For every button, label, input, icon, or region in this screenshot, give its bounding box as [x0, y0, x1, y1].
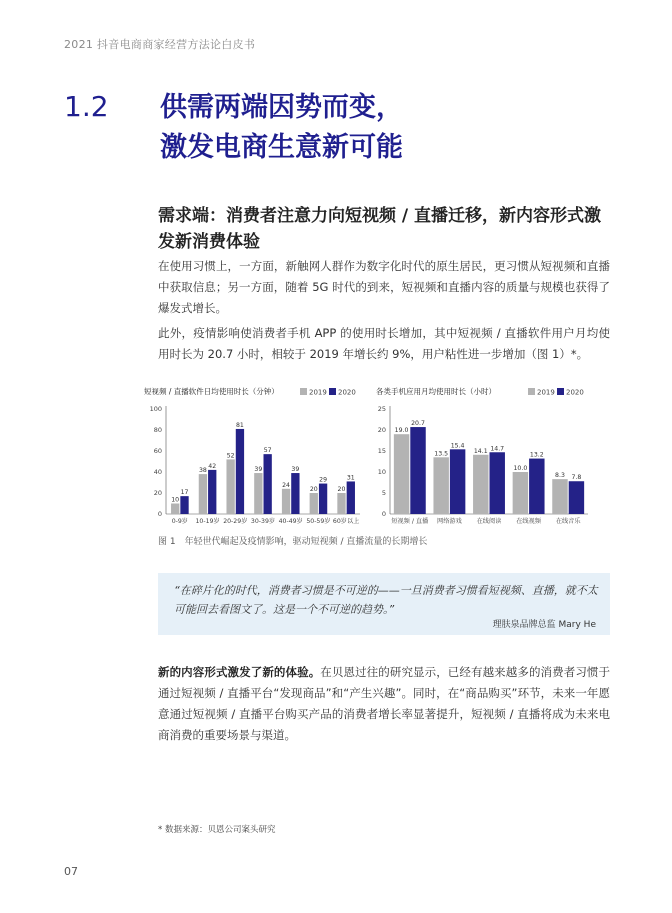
y-tick-label: 80: [153, 426, 162, 435]
legend-swatch-2020: [329, 388, 336, 395]
running-header: 2021 抖音电商商家经营方法论白皮书: [64, 38, 256, 51]
bar-2019: [473, 455, 488, 514]
legend-swatch-2019: [528, 388, 535, 395]
bar-2019: [199, 474, 207, 514]
figure-caption: 图 1 年轻世代崛起及疫情影响，驱动短视频 / 直播流量的长期增长: [158, 537, 428, 547]
chart-monthly-usage-by-app: [372, 384, 590, 532]
bar-2019: [337, 493, 345, 514]
legend-swatch-2020: [557, 388, 564, 395]
bar-2020: [490, 452, 505, 514]
data-label-2019: 20: [309, 486, 318, 493]
bar-2019: [226, 459, 234, 514]
data-label-2020: 14.7: [490, 445, 505, 453]
data-label-2020: 57: [263, 447, 272, 455]
bar-2019: [433, 457, 448, 514]
quote-attribution: 理肤泉品牌总监 Mary He: [492, 620, 596, 630]
section-title-line-2: 激发电商生意新可能: [160, 132, 403, 163]
bar-2020: [410, 427, 425, 514]
x-category-label: 30-39岁: [250, 518, 276, 525]
bar-2019: [552, 479, 567, 514]
data-label-2019: 14.1: [473, 447, 488, 455]
paragraph-pandemic-impact: 此外，疫情影响使消费者手机 APP 的使用时长增加，其中短视频 / 直播软件用户月均使用时长为 20.7 小时，相较于 2019 年增长约 9%，用户粘性进一步增加（图 1）*。: [158, 326, 610, 361]
x-category-label: 50-59岁: [306, 518, 331, 525]
y-tick-label: 100: [149, 405, 162, 414]
bar-2020: [291, 473, 299, 514]
y-tick-label: 0: [381, 510, 386, 519]
y-tick-label: 15: [377, 447, 386, 456]
data-label-2019: 24: [282, 481, 290, 489]
x-category-label: 40-49岁: [278, 518, 303, 525]
subheading: 需求端：消费者注意力向短视频 / 直播迁移，新内容形式激发新消费体验: [158, 206, 602, 252]
section-title-line-1: 供需两端因势而变，: [160, 92, 403, 123]
data-label-2019: 19.0: [394, 427, 409, 435]
chart-daily-usage-svg: [144, 384, 362, 532]
quote-text: “在碎片化的时代，消费者习惯是不可逆的——一旦消费者习惯看短视频、直播，就不太可能回去看图文了。这是一个不可逆的趋势。”: [174, 584, 598, 616]
legend-label-2020: 2020: [338, 388, 356, 397]
bar-2019: [282, 489, 290, 514]
bar-2020: [208, 470, 216, 514]
data-label-2019: 38: [198, 467, 207, 475]
x-category-label: 20-29岁: [223, 518, 248, 525]
section-number: 1.2: [64, 90, 109, 123]
legend-label-2019: 2019: [537, 388, 555, 397]
data-label-2019: 39: [254, 466, 263, 474]
legend-swatch-2019: [300, 388, 307, 395]
chart-monthly-usage-svg: [372, 384, 590, 532]
y-tick-label: 0: [157, 510, 162, 519]
data-label-2020: 15.4: [450, 442, 465, 450]
data-label-2020: 7.8: [571, 474, 582, 482]
section-title: [160, 88, 403, 168]
y-tick-label: 10: [377, 468, 386, 477]
bar-2020: [347, 481, 355, 514]
bar-2019: [513, 472, 528, 514]
footnote: * 数据来源：贝恩公司案头研究: [158, 825, 276, 835]
bar-2020: [180, 496, 188, 514]
x-category-label: 0-9岁: [171, 518, 189, 525]
data-label-2020: 17: [180, 489, 189, 497]
y-tick-label: 60: [153, 447, 162, 456]
paragraph-body: 在贝恩过往的研究显示，已经有越来越多的消费者习惯于通过短视频 / 直播平台“发现商品”和“产生兴趣”。同时，在“商品购买”环节，未来一年愿意通过短视频 / 直播平台购买产品的消费者增长率显著提升，短视频 / 直播将成为未来电商消费的重要场景与渠道。: [158, 665, 611, 742]
bar-2020: [529, 459, 544, 514]
data-label-2019: 52: [226, 452, 235, 460]
data-label-2020: 39: [291, 466, 300, 474]
x-category-label: 在线阅读: [476, 518, 502, 525]
paragraph-new-experience: [158, 662, 610, 746]
paragraph-lead: 新的内容形式激发了新的体验。: [158, 665, 321, 679]
x-category-label: 10-19岁: [195, 518, 220, 525]
chart-title: 短视频 / 直播软件日均使用时长（分钟）: [144, 387, 279, 396]
bar-2020: [319, 484, 327, 514]
legend-label-2019: 2019: [309, 388, 327, 397]
bar-2020: [264, 454, 272, 514]
bar-2019: [171, 504, 179, 515]
data-label-2019: 8.3: [555, 472, 565, 480]
bar-2020: [450, 449, 465, 514]
paragraph-usage-habits: 在使用习惯上，一方面，新触网人群作为数字化时代的原生居民，更习惯从短视频和直播中获取信息；另一方面，随着 5G 时代的到来，短视频和直播内容的质量与规模也获得了爆发式增长。: [158, 259, 610, 315]
data-label-2019: 20: [337, 486, 346, 493]
data-label-2019: 13.5: [434, 450, 449, 458]
x-category-label: 网络游戏: [437, 518, 462, 525]
quote-box: [158, 573, 610, 635]
bar-2019: [254, 473, 262, 514]
x-category-label: 在线视频: [516, 518, 541, 525]
y-tick-label: 5: [381, 489, 386, 498]
chart-title: 各类手机应用月均使用时长（小时）: [376, 387, 496, 396]
data-label-2020: 42: [208, 462, 217, 470]
bar-2020: [236, 429, 244, 514]
data-label-2020: 13.2: [529, 451, 544, 459]
x-category-label: 60岁以上: [332, 518, 360, 525]
data-label-2020: 29: [319, 476, 328, 484]
data-label-2020: 31: [346, 474, 355, 482]
bar-2019: [310, 493, 318, 514]
x-category-label: 短视频 / 直播: [391, 518, 429, 525]
data-label-2019: 10.0: [513, 465, 528, 472]
y-tick-label: 20: [153, 489, 162, 498]
x-category-label: 在线音乐: [555, 518, 581, 525]
chart-daily-usage-by-age: [144, 384, 362, 532]
y-tick-label: 40: [153, 468, 162, 477]
data-label-2020: 81: [236, 421, 244, 429]
data-label-2019: 10: [171, 496, 180, 504]
y-tick-label: 20: [377, 426, 386, 435]
data-label-2020: 20.7: [411, 420, 425, 428]
legend-label-2020: 2020: [566, 388, 584, 397]
bar-2019: [394, 434, 409, 514]
page-number: 07: [64, 865, 78, 878]
bar-2020: [569, 481, 584, 514]
y-tick-label: 25: [377, 405, 386, 414]
